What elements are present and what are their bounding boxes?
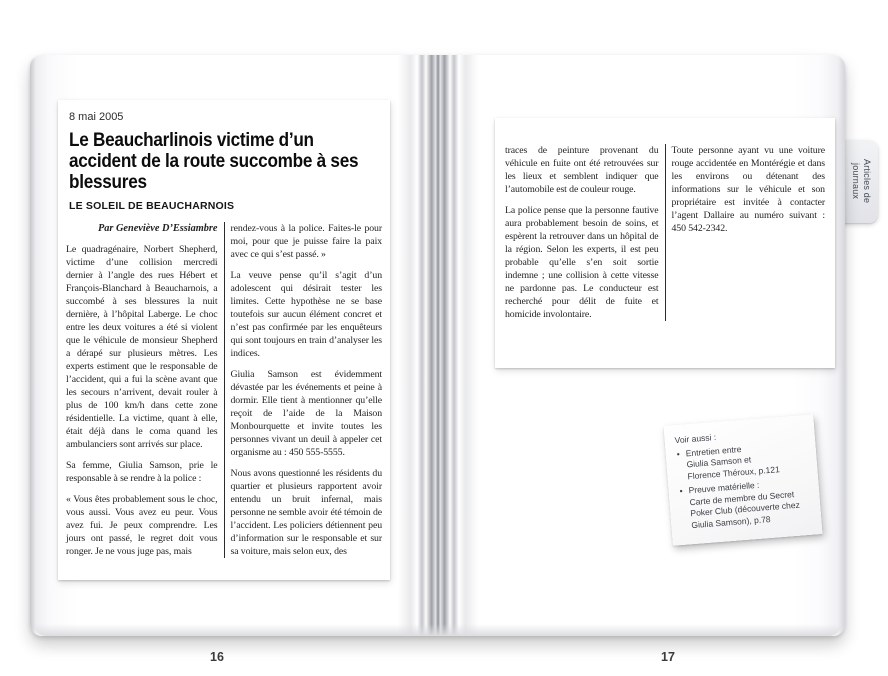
- article-paragraph: Giulia Samson est évidemment dévastée par les événements et peine à dormir. Elle tient à mentionner qu’elle reçoit de l’aide de la Maison Monbourquette et invite toutes les personnes vivant un deuil à appeler cet organisme au : 450 555-5555.: [230, 369, 382, 458]
- column-divider: [665, 144, 666, 321]
- article-paragraph: Sa femme, Giulia Samson, prie le responsable à se rendre à la police :: [66, 460, 218, 484]
- sticky-note-title: Voir aussi :: [674, 431, 717, 446]
- article-column-1: [66, 222, 218, 558]
- article-paragraph: La police pense que la personne fautive aura probablement besoin de soins, et espèrent la retrouver dans un hôpital de la région. Selon les experts, il est peu probable qu’elle s’en soit sortie indemne ; une collision à cette vitesse ne pardonne pas. Le conducteur est recherché pour délit de fuite et homicide involontaire.: [505, 205, 659, 320]
- sticky-note-cross-references[interactable]: [664, 414, 823, 545]
- article-paragraph: La veuve pense qu’il s’agit d’un adolescent qui désirait tester les limites. Cette hypothèse ne se base toutefois sur aucun élément concret et n’est pas confirmée par les enquêteurs qui sont toujours en train d’analyser les indices.: [230, 270, 382, 359]
- newspaper-clipping-right: [495, 118, 835, 368]
- section-tab-label: Articles de journaux: [851, 159, 872, 204]
- article-paragraph: Toute personne ayant vu une voiture rouge accidentée en Montérégie et dans les environs ou détenant des informations sur le véhicule et son propriétaire est invitée à contacter l’agent Dallaire au numéro suivant : 450 542-2342.: [671, 145, 825, 234]
- article-byline: Par Geneviève D’Essiambre: [97, 223, 218, 234]
- sticky-note-list: [675, 438, 813, 532]
- newspaper-clipping-left: [58, 100, 390, 580]
- column-divider: [224, 222, 225, 558]
- article-paragraph: traces de peinture provenant du véhicule en fuite ont été retrouvées sur les lieux et semblent indiquer que l’automobile est de couleur rouge.: [505, 145, 659, 195]
- article-columns-continued: [505, 144, 825, 321]
- sticky-note-item: • Entretien entre Giulia Samson et Florence Théroux, p.121: [675, 438, 809, 483]
- page-number-right: 17: [661, 650, 675, 664]
- article-paragraph: rendez-vous à la police. Faites-le pour moi, pour que je puisse faire la paix avec ce qui s’est passé. »: [230, 223, 382, 260]
- article-column-1-text: [66, 243, 218, 558]
- article-paragraph: « Vous êtes probablement sous le choc, vous aussi. Vous avez eu peur. Vous avez fui. Je peux comprendre. Les jours ont passé, le regret doit vous ronger. Je ne vous juge pas, mais: [66, 494, 218, 557]
- article-paragraph: Nous avons questionné les résidents du quartier et plusieurs rapportent avoir entendu un bruit infernal, mais personne ne semble avoir été témoin de l’accident. Les policiers détiennent peu d’information sur le responsable et sur sa voiture, mais selon eux, des: [230, 468, 382, 557]
- book-bottom-edge: [34, 624, 841, 636]
- book-spine-gutter: [398, 55, 478, 636]
- article-paragraph: Le quadragénaire, Norbert Shepherd, victime d’une collision mercredi dernier à l’angle des rues Hébert et François-Blanchard à Beaucharnois, a succombé à ses blessures la nuit dernière, à l’hôpital Laberge. Le choc entre les deux voitures a été si violent que le véhicule de monsieur Shepherd a dérapé sur plusieurs mètres. Les experts estiment que le responsable de l’accident, qui a fui la scène avant que les secours n’arrivent, devait rouler à plus de 100 km/h dans cette zone résidentielle. La victime, quant à elle, était déjà dans le coma quand les ambulanciers sont arrivés sur place.: [66, 244, 218, 450]
- article-date: 8 mai 2005: [69, 111, 124, 123]
- sticky-note-item: • Preuve matérielle : Carte de membre du Secret Poker Club (découverte chez Giulia Samson), p.78: [678, 476, 813, 532]
- article-headline: Le Beaucharlinois victime d’un accident de la route succombe à ses blessures: [69, 129, 359, 193]
- article-column-2: [231, 222, 383, 558]
- page-number-left: 16: [210, 650, 224, 664]
- article-column-3: [505, 144, 659, 321]
- article-columns: [66, 222, 382, 558]
- article-column-4: [672, 144, 826, 321]
- article-source: LE SOLEIL DE BEAUCHARNOIS: [69, 200, 235, 212]
